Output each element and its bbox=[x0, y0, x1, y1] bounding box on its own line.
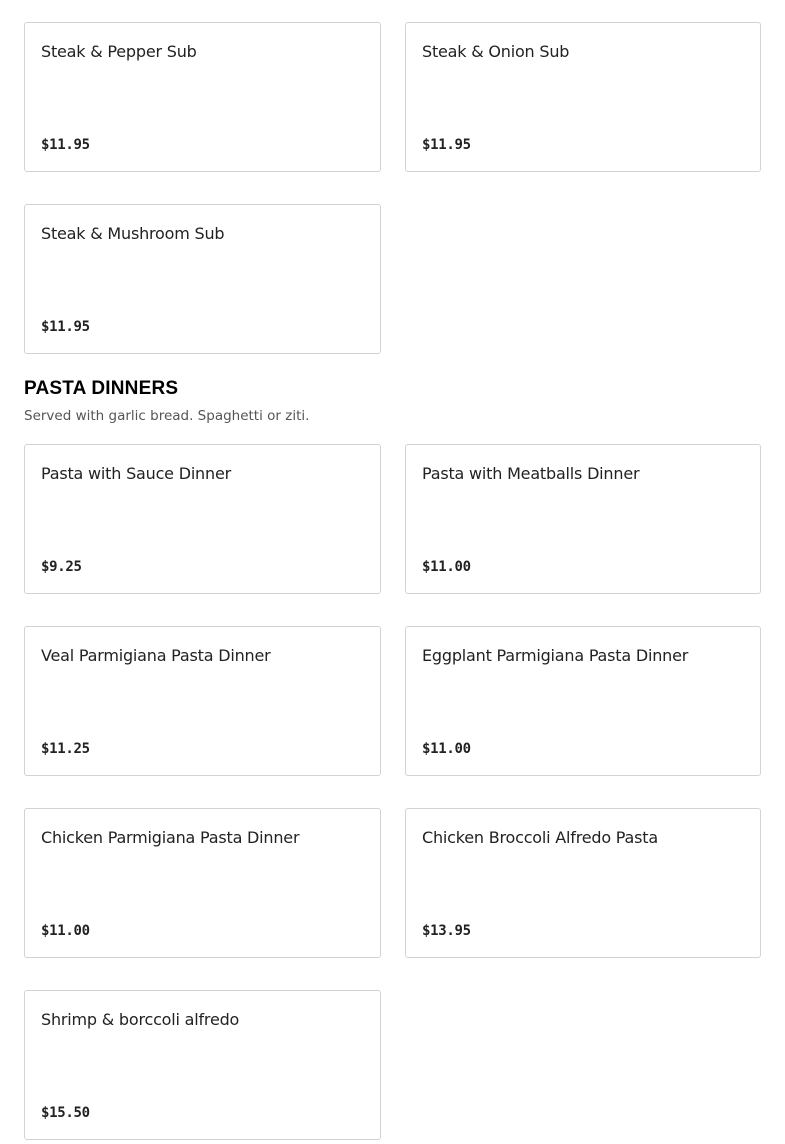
menu-item-card[interactable] bbox=[24, 444, 381, 594]
menu-item-card[interactable] bbox=[405, 626, 761, 776]
pasta-menu-grid bbox=[24, 444, 761, 1140]
menu-item-name: Pasta with Meatballs Dinner bbox=[422, 464, 640, 483]
menu-item-price: $15.50 bbox=[41, 1105, 90, 1121]
section-title: PASTA DINNERS bbox=[24, 378, 179, 399]
menu-item-price: $11.95 bbox=[41, 137, 90, 153]
menu-item-card[interactable] bbox=[24, 204, 381, 354]
menu-item-card[interactable] bbox=[24, 990, 381, 1140]
subs-menu-grid bbox=[24, 22, 761, 354]
menu-item-card[interactable] bbox=[405, 444, 761, 594]
menu-item-price: $11.00 bbox=[422, 559, 471, 575]
menu-item-card[interactable] bbox=[24, 626, 381, 776]
menu-item-name: Chicken Parmigiana Pasta Dinner bbox=[41, 828, 300, 847]
menu-item-name: Veal Parmigiana Pasta Dinner bbox=[41, 646, 271, 665]
menu-item-name: Pasta with Sauce Dinner bbox=[41, 464, 231, 483]
section-description: Served with garlic bread. Spaghetti or ziti. bbox=[24, 408, 310, 424]
menu-item-name: Eggplant Parmigiana Pasta Dinner bbox=[422, 646, 689, 665]
menu-item-price: $9.25 bbox=[41, 559, 82, 575]
menu-item-name: Shrimp & borccoli alfredo bbox=[41, 1010, 240, 1029]
menu-item-card[interactable] bbox=[405, 22, 761, 172]
menu-item-card[interactable] bbox=[24, 22, 381, 172]
menu-item-price: $11.00 bbox=[422, 741, 471, 757]
menu-item-card[interactable] bbox=[405, 808, 761, 958]
menu-item-price: $11.00 bbox=[41, 923, 90, 939]
menu-item-price: $11.95 bbox=[422, 137, 471, 153]
menu-item-price: $11.95 bbox=[41, 319, 90, 335]
menu-item-price: $13.95 bbox=[422, 923, 471, 939]
menu-item-name: Steak & Pepper Sub bbox=[41, 42, 197, 61]
menu-item-name: Chicken Broccoli Alfredo Pasta bbox=[422, 828, 658, 847]
menu-item-price: $11.25 bbox=[41, 741, 90, 757]
menu-item-name: Steak & Mushroom Sub bbox=[41, 224, 225, 243]
menu-item-card[interactable] bbox=[24, 808, 381, 958]
menu-item-name: Steak & Onion Sub bbox=[422, 42, 570, 61]
